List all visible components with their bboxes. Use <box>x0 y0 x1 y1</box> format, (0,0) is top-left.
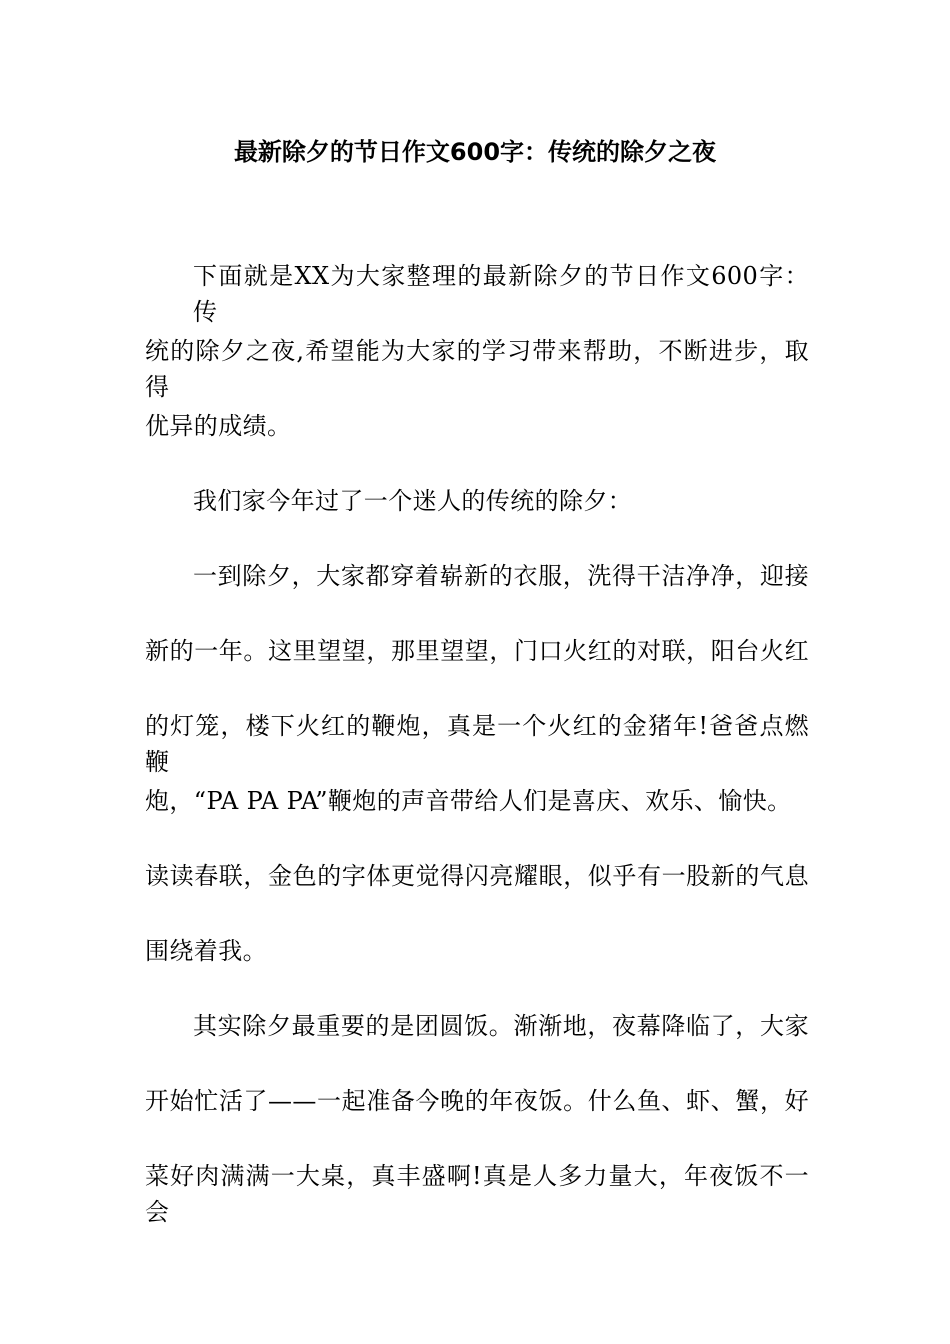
paragraph-3-line-4: 炮，“PA PA PA”鞭炮的声音带给人们是喜庆、欢乐、愉快。 <box>145 787 792 815</box>
paragraph-3-line-3: 的灯笼，楼下火红的鞭炮，真是一个火红的金猪年!爸爸点燃鞭 <box>145 712 809 776</box>
paragraph-4-line-3: 菜好肉满满一大桌，真丰盛啊!真是人多力量大，年夜饭不一会 <box>145 1162 809 1226</box>
paragraph-3-line-2: 新的一年。这里望望，那里望望，门口火红的对联，阳台火红 <box>145 637 809 665</box>
paragraph-3-line-6: 围绕着我。 <box>145 937 267 965</box>
paragraph-3-line-1: 一到除夕，大家都穿着崭新的衣服，洗得干洁净净，迎接 <box>193 562 809 590</box>
paragraph-1-line-3: 优异的成绩。 <box>145 412 292 440</box>
paragraph-1-line-2: 统的除夕之夜,希望能为大家的学习带来帮助，不断进步，取得 <box>145 337 809 401</box>
paragraph-3-line-5: 读读春联，金色的字体更觉得闪亮耀眼，似乎有一股新的气息 <box>145 862 809 890</box>
paragraph-2-line-1: 我们家今年过了一个迷人的传统的除夕： <box>193 487 633 515</box>
paragraph-1-line-1: 下面就是XX为大家整理的最新除夕的节日作文600字：传 <box>193 262 809 326</box>
document-title: 最新除夕的节日作文600字：传统的除夕之夜 <box>233 138 717 166</box>
paragraph-4-line-2: 开始忙活了——一起准备今晚的年夜饭。什么鱼、虾、蟹，好 <box>145 1087 809 1115</box>
paragraph-4-line-1: 其实除夕最重要的是团圆饭。渐渐地，夜幕降临了，大家 <box>193 1012 809 1040</box>
